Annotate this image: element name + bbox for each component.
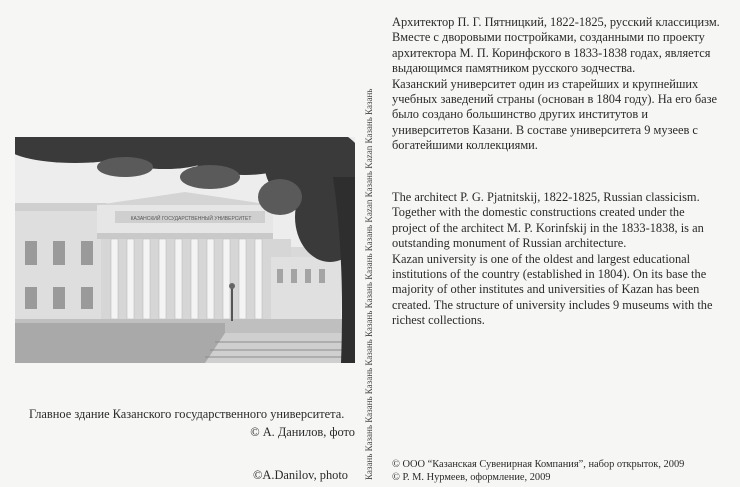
photo-caption xyxy=(29,405,359,441)
russian-description xyxy=(392,15,722,154)
russian-paragraph: Казанский университет один из старейших и крупнейших учебных заведений страны (основан в 1804 году). На его базе было создано большинство других институтов и университетов Казани. В составе университета 9 музеев с богатейшими коллекциями. xyxy=(392,76,718,153)
copyright-line: © Р. М. Нурмеев, оформление, 2009 xyxy=(392,472,551,483)
english-paragraph: The architect P. G. Pjatnitskij, 1822-1825, Russian classicism. Together with the domestic constructions created under the project of the architect M. P. Korinfskij in the 1833-1838, is an outstanding monument of Russian architecture. xyxy=(392,190,704,251)
copyright-line: © ООО “Казанская Сувенирная Компания”, набор открыток, 2009 xyxy=(392,459,685,470)
caption-title: Главное здание Казанского государственного университета. xyxy=(29,407,345,421)
photo-credit-en: ©A.Danilov, photo xyxy=(253,468,348,482)
english-paragraph: Kazan university is one of the oldest and largest educational institutions of the country (established in 1804). On its base the majority of other institutes and universities of Kazan has been created. The structure of university includes 9 museums with the richest collections. xyxy=(392,251,713,328)
english-description xyxy=(392,190,722,329)
russian-paragraph: Архитектор П. Г. Пятницкий, 1822-1825, русский классицизм. Вместе с дворовыми постройками, созданными по проекту архитектора М. П. Коринфского в 1833-1838 годах, является выдающимся памятником русского зодчества. xyxy=(392,15,720,76)
spine-text: Казань Казань Казань Казань Казань Казань Казань Казань Казань Kazan Казань Kazan Казань Казань xyxy=(364,88,374,480)
university-building-photo xyxy=(15,137,355,363)
spine-strip xyxy=(362,14,376,480)
building-sign: КАЗАНСКИЙ ГОСУДАРСТВЕННЫЙ УНИВЕРСИТЕТ xyxy=(130,216,252,222)
copyright-block xyxy=(392,458,732,484)
caption-credit: © А. Данилов, фото xyxy=(250,425,355,439)
